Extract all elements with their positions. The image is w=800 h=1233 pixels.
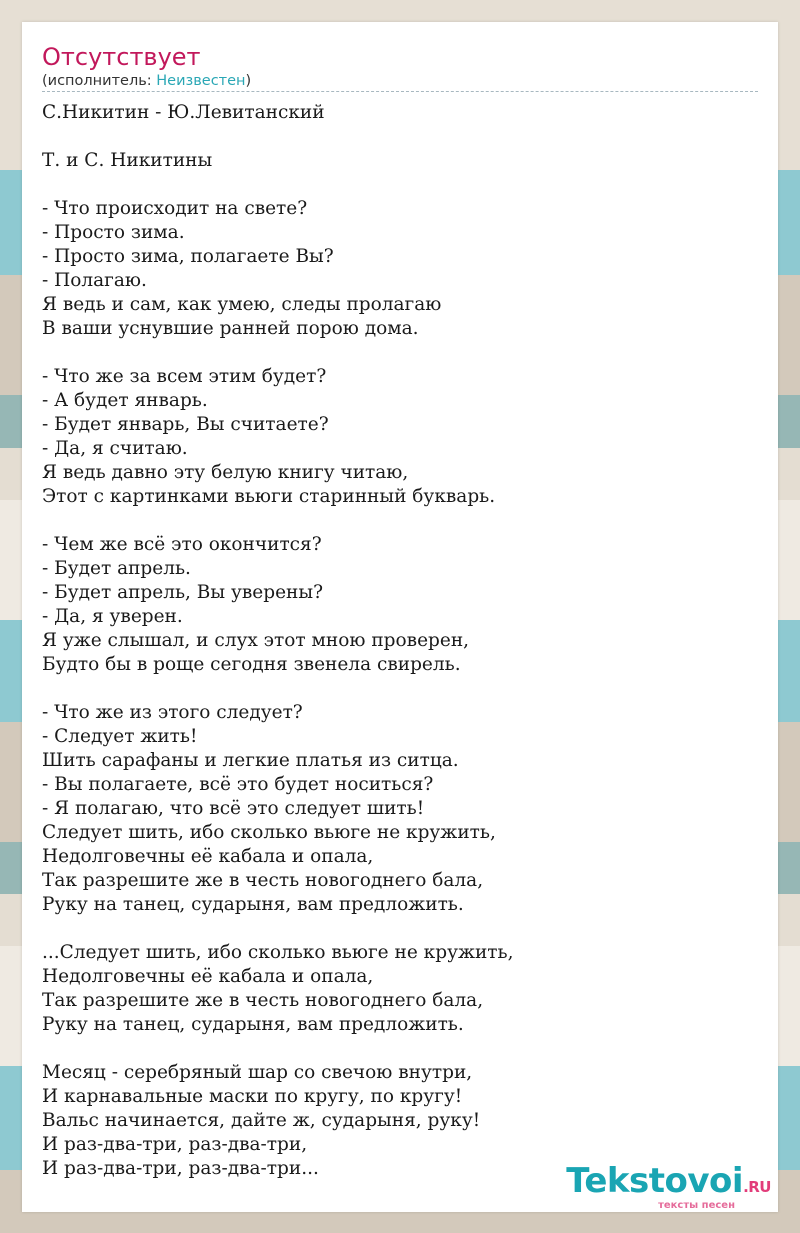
lyric-line: Так разрешите же в честь новогоднего бала, (42, 870, 484, 891)
blank-line (42, 509, 762, 533)
lyric-line: Недолговечны её кабала и опала, (42, 966, 374, 987)
logo-tld: .RU (743, 1178, 771, 1196)
lyric-line: - Будет апрель, Вы уверены? (42, 582, 324, 603)
lyric-line: Шить сарафаны и легкие платья из ситца. (42, 750, 459, 771)
lyric-line: - Следует жить! (42, 726, 198, 747)
lyrics-text (42, 101, 762, 1181)
song-title: Отсутствует (42, 43, 201, 71)
blank-line (42, 173, 762, 197)
logo-wordmark: Tekstovoi (566, 1161, 744, 1201)
lyric-line: Я ведь давно эту белую книгу читаю, (42, 462, 409, 483)
lyric-line: Месяц - серебряный шар со свечою внутри, (42, 1062, 473, 1083)
lyric-line: Руку на танец, сударыня, вам предложить. (42, 1014, 464, 1035)
blank-line (42, 125, 762, 149)
lyric-line: И раз-два-три, раз-два-три, (42, 1134, 308, 1155)
lyric-line: - Просто зима. (42, 222, 185, 243)
lyric-line: Я ведь и сам, как умею, следы пролагаю (42, 294, 442, 315)
lyric-line: Т. и С. Никитины (42, 150, 213, 171)
lyric-line: - Что же за всем этим будет? (42, 366, 327, 387)
artist-prefix: (исполнитель: (42, 73, 157, 89)
lyric-line: ...Следует шить, ибо сколько вьюге не кружить, (42, 942, 514, 963)
lyric-line: - Будет январь, Вы считаете? (42, 414, 329, 435)
divider (42, 91, 758, 92)
lyric-line: Так разрешите же в честь новогоднего бала, (42, 990, 484, 1011)
lyric-line: Будто бы в роще сегодня звенела свирель. (42, 654, 461, 675)
lyric-line: - Будет апрель. (42, 558, 191, 579)
lyric-line: - Чем же всё это окончится? (42, 534, 322, 555)
blank-line (42, 917, 762, 941)
lyric-line: С.Никитин - Ю.Левитанский (42, 102, 325, 123)
lyric-line: Этот с картинками вьюги старинный букварь. (42, 486, 496, 507)
lyric-line: - Что происходит на свете? (42, 198, 308, 219)
blank-line (42, 677, 762, 701)
artist-link[interactable]: Неизвестен (156, 73, 246, 89)
lyric-line: - Вы полагаете, всё это будет носиться? (42, 774, 434, 795)
lyrics-card (22, 22, 778, 1212)
lyric-line: И карнавальные маски по кругу, по кругу! (42, 1086, 463, 1107)
lyric-line: - Что же из этого следует? (42, 702, 303, 723)
lyric-line: Следует шить, ибо сколько вьюге не кружить, (42, 822, 496, 843)
lyric-line: - А будет январь. (42, 390, 208, 411)
lyric-line: Недолговечны её кабала и опала, (42, 846, 374, 867)
lyric-line: Я уже слышал, и слух этот мною проверен, (42, 630, 470, 651)
lyric-line: Вальс начинается, дайте ж, сударыня, руку! (42, 1110, 481, 1131)
lyric-line: - Полагаю. (42, 270, 147, 291)
lyric-line: - Просто зима, полагаете Вы? (42, 246, 334, 267)
blank-line (42, 341, 762, 365)
lyric-line: И раз-два-три, раз-два-три... (42, 1158, 319, 1179)
blank-line (42, 1037, 762, 1061)
lyric-line: - Да, я уверен. (42, 606, 183, 627)
lyric-line: В ваши уснувшие ранней порою дома. (42, 318, 419, 339)
lyric-line: - Да, я считаю. (42, 438, 188, 459)
lyric-line: - Я полагаю, что всё это следует шить! (42, 798, 425, 819)
artist-suffix: ) (245, 73, 252, 89)
lyric-line: Руку на танец, сударыня, вам предложить. (42, 894, 464, 915)
site-logo[interactable] (566, 1161, 771, 1211)
artist-line (42, 72, 251, 90)
logo-tagline: тексты песен (658, 1200, 735, 1211)
